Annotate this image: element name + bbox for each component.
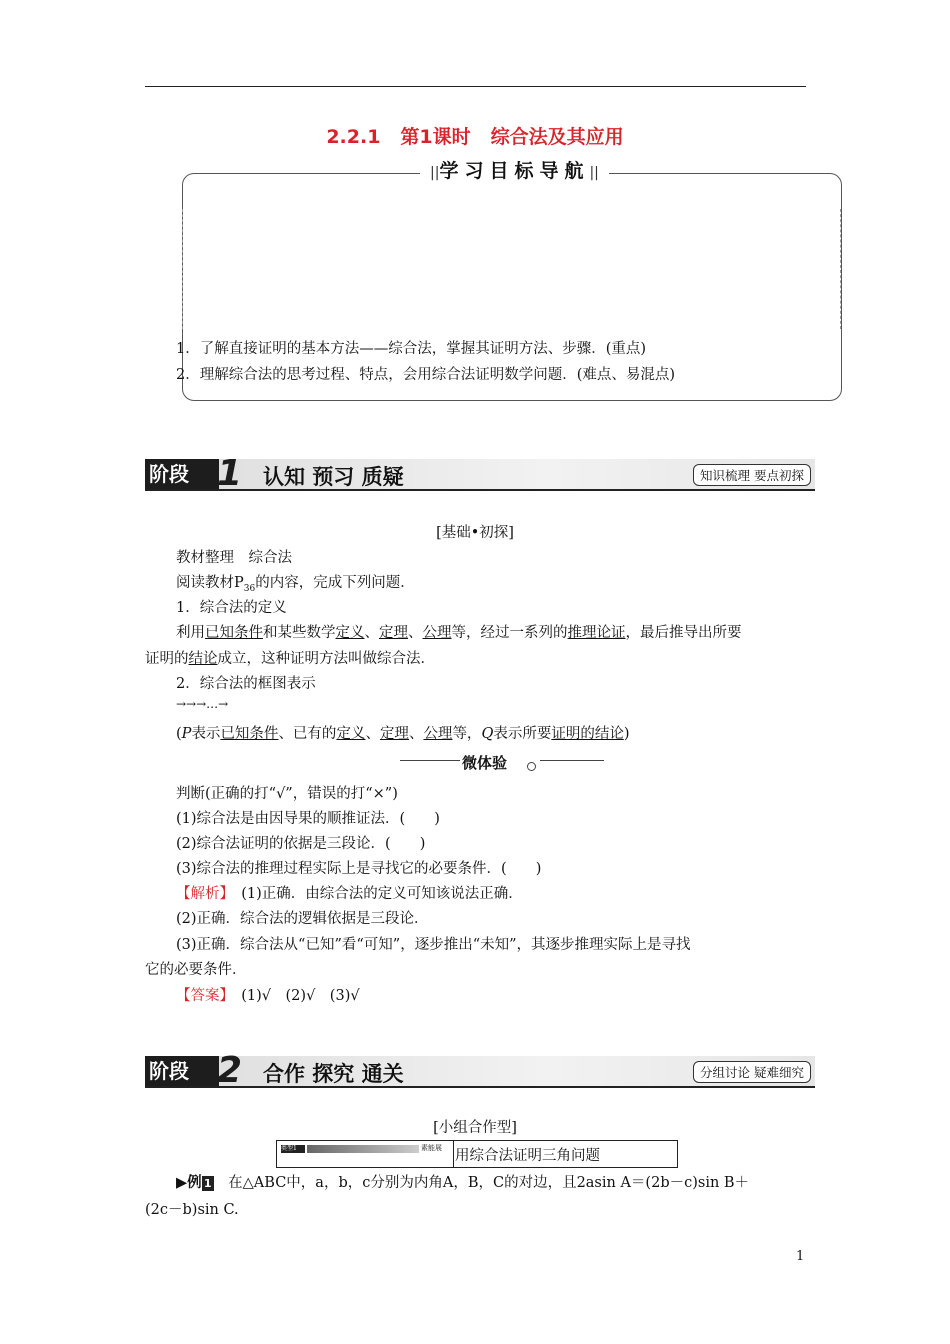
diagram-title: 2．综合法的框图表示 — [176, 676, 316, 692]
stage-label: 阶段 — [145, 459, 219, 489]
title-lesson: 第1课时 — [400, 126, 471, 148]
type-tag: 类型1 — [281, 1145, 305, 1153]
title-topic: 综合法及其应用 — [490, 126, 624, 148]
judge-item-2: (2)综合法证明的依据是三段论．( ) — [176, 836, 426, 852]
example-tag: ▶例 1 — [176, 1175, 214, 1191]
group-tag: [小组合作型] — [433, 1120, 517, 1136]
analysis-line-4: 它的必要条件． — [145, 962, 247, 978]
judge-prompt: 判断(正确的打“√”，错误的打“×”) — [176, 786, 398, 802]
goals-divider-left — [182, 209, 184, 329]
stage-number: 2 — [217, 1050, 243, 1091]
stage-badge: 分组讨论 疑难细究 — [693, 1061, 811, 1083]
goal-item-1: 1．了解直接证明的基本方法——综合法，掌握其证明方法、步骤．(重点) — [176, 341, 647, 357]
material-read: 阅读教材$P_{36}$的内容，完成下列问题． — [176, 575, 415, 594]
answer-tag: 【答案】 — [176, 988, 227, 1004]
analysis-line-3: (3)正确．综合法从“已知”看“可知”，逐步推出“未知”，其逐步推理实际上是寻找 — [176, 937, 691, 953]
analysis-line-1: 【解析】 (1)正确．由综合法的定义可知该说法正确． — [176, 886, 523, 902]
goals-heading: || 学习目标导航 || — [420, 156, 609, 183]
analysis-tag: 【解析】 — [176, 886, 227, 902]
stage-number: 1 — [217, 453, 243, 494]
goal-item-2: 2．理解综合法的思考过程、特点，会用综合法证明数学问题．(难点、易混点) — [176, 367, 676, 383]
diagram-note: (P表示已知条件、已有的定义、定理、公理等，Q表示所要证明的结论) — [176, 726, 630, 742]
definition-line-1: 利用已知条件和某些数学定义、定理、公理等，经过一系列的推理论证，最后推导出所要 — [176, 625, 742, 641]
analysis-line-2: (2)正确．综合法的逻辑依据是三段论． — [176, 911, 429, 927]
stage-name: 认知 预习 质疑 — [263, 464, 404, 489]
type-box — [276, 1140, 678, 1168]
micro-rule-right — [540, 760, 604, 761]
material-heading: 教材整理 综合法 — [176, 550, 292, 566]
stage-2-banner — [145, 1050, 815, 1091]
basic-tag: [基础•初探] — [436, 525, 514, 541]
judge-item-1: (1)综合法是由因导果的顺推证法．( ) — [176, 811, 440, 827]
stage-name: 合作 探究 通关 — [263, 1061, 404, 1086]
flow-arrows: →→→…→ — [176, 697, 229, 711]
stage-badge: 知识梳理 要点初探 — [693, 464, 811, 486]
type-title: 用综合法证明三角问题 — [455, 1148, 600, 1164]
page-number: 1 — [796, 1249, 805, 1264]
type-gradient — [307, 1145, 419, 1153]
micro-heading: 微体验 — [462, 754, 508, 772]
stage-label: 阶段 — [145, 1056, 219, 1086]
example-line-2: (2c－b)sin C. — [145, 1202, 239, 1218]
example-line-1: ▶例 1 在△ABC中，a，b，c分别为内角A，B，C的对边，且2asin A＝(2b－c)sin B＋ — [176, 1175, 750, 1191]
judge-item-3: (3)综合法的推理过程实际上是寻找它的必要条件．( ) — [176, 861, 542, 877]
page-title — [0, 122, 950, 149]
header-rule — [145, 86, 806, 87]
goals-divider-right — [840, 209, 842, 329]
definition-title: 1．综合法的定义 — [176, 600, 287, 616]
type-box-left — [277, 1141, 454, 1167]
answer-line: 【答案】 (1)√ (2)√ (3)√ — [176, 988, 360, 1004]
type-right-tag: 素能展 — [421, 1144, 442, 1152]
stage-1-banner — [145, 453, 815, 494]
title-section: 2.2.1 — [326, 126, 381, 148]
micro-circle-icon — [527, 756, 536, 775]
micro-rule-left — [400, 760, 460, 761]
definition-line-2: 证明的结论成立，这种证明方法叫做综合法． — [145, 651, 435, 667]
